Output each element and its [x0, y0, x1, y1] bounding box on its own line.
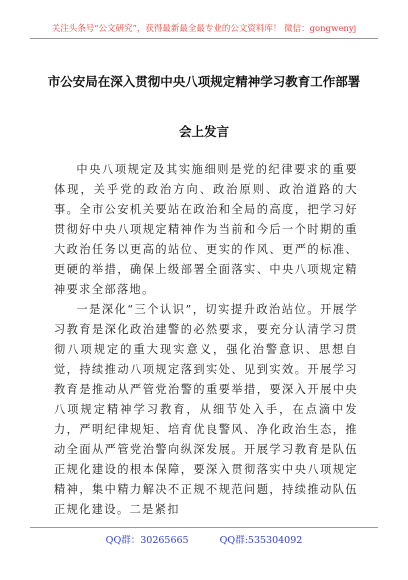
paragraph-intro: 中央八项规定及其实施细则是党的纪律要求的重要体现，关乎党的政治方向、政治原则、政治道路的大事。全市公安机关要站在政治和全局的高度，把学习好贯彻好中央八项规定精神作为当前和今后一个时期的重大政治任务以更高的站位、更实的作风、更严的标准、更硬的举措，确保上级部署全面落实、中央八项规定精神要求全部落地。: [54, 163, 358, 296]
document-title-continued: 会上发言: [178, 124, 229, 139]
footer-divider: [30, 527, 378, 528]
header-divider: [30, 38, 378, 39]
paragraph-point-one: 一是深化“三个认识”，切实提升政治站位。开展学习教育是深化政治建警的必然要求，要充分认清学习贯彻八项规定的重大现实意义，强化治警意识、思想自觉，持续推动八项规定落到实处、见到实效。开展学习教育是推动从严管党治警的重要举措，要深入开展中央八项规定精神学习教育，从细节处入手，在点滴中发力，严明纪律规矩、培育优良警风、净化政治生态，推动全面从严管党治警向纵深发展。开展学习教育是队伍正规化建设的根本保障，要深入贯彻落实中央八项规定精神，集中精力解决不正规不规范问题，持续推动队伍正规化建设。二是紧扣: [54, 303, 358, 516]
document-body: [54, 160, 358, 520]
footer-qq-group-2: QQ群:535304092: [219, 535, 303, 546]
footer: [30, 532, 378, 546]
footer-qq-group-1: QQ群：30265665: [105, 535, 189, 546]
document-title: 市公安局在深入贯彻中央八项规定精神学习教育工作部署: [47, 74, 361, 89]
header-banner: 关注头条号“公文研究”，获得最新最全最专业的公文资料库！ 微信：gongwenyj: [51, 24, 357, 34]
